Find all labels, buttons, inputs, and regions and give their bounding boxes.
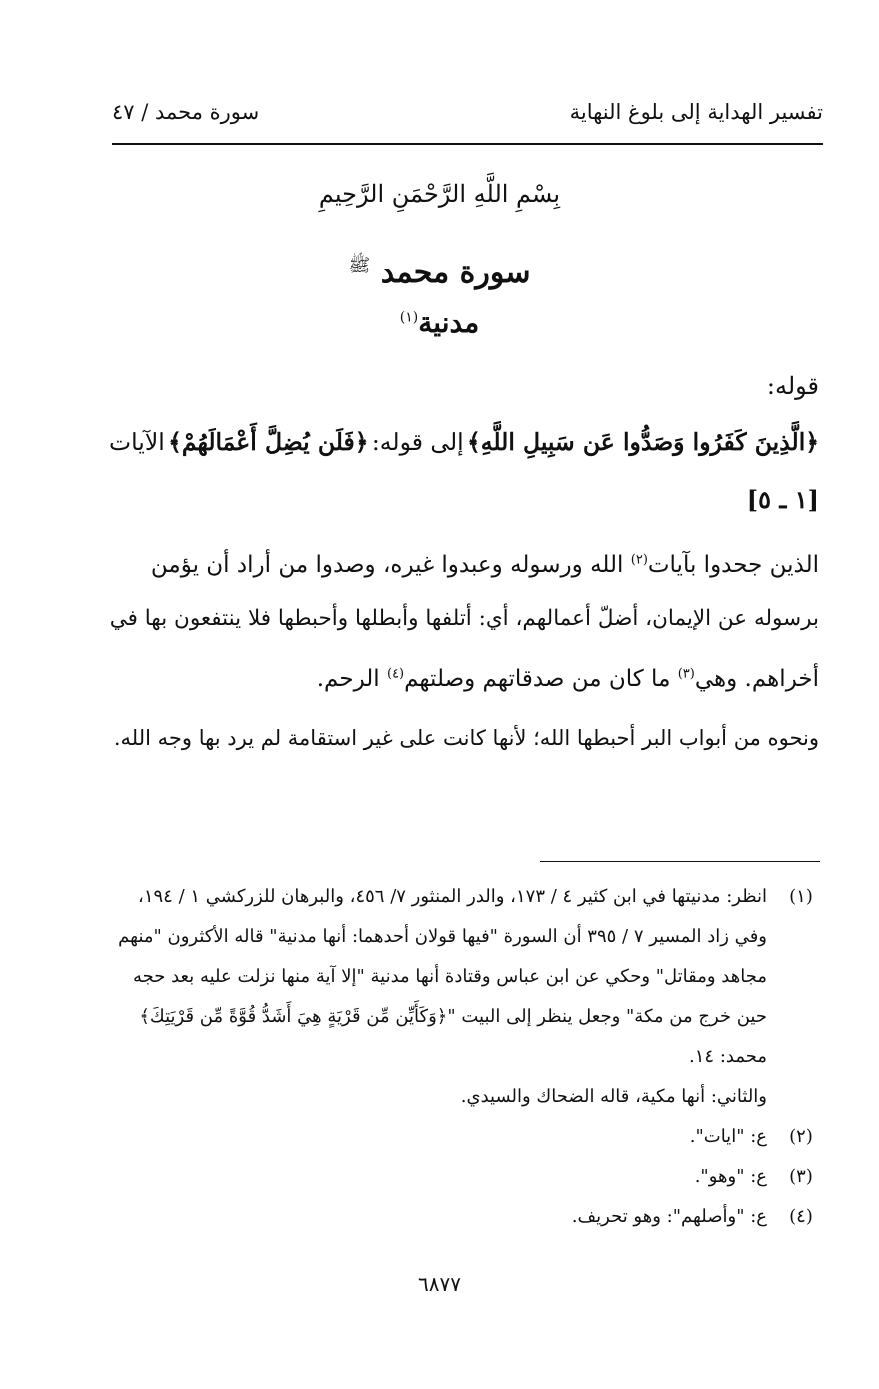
paragraph-text: أخراهم. وهي	[694, 666, 819, 692]
footnote-line: انظر: مدنيتها في ابن كثير ٤ / ١٧٣، والدر المنثور ٧/ ٤٥٦، والبرهان للزركشي ١ / ١٩٤،	[138, 886, 767, 907]
paragraph-line-4: ونحوه من أبواب البر أحبطها الله؛ لأنها كانت على غير استقامة لم يرد بها وجه الله.	[113, 726, 819, 750]
verse-open: ﴿الَّذِينَ كَفَرُوا وَصَدُّوا عَن سَبِيلِ اللَّهِ﴾	[467, 428, 819, 456]
footnote-1-cont	[109, 966, 819, 1006]
surah-subtitle	[0, 306, 879, 339]
page-number: ٦٨٧٧	[418, 1272, 461, 1296]
footnote-line: ع: "ايات".	[689, 1126, 767, 1147]
footnote-line: ع: "وهو".	[694, 1166, 767, 1187]
surah-title-text: سورة محمد	[380, 255, 531, 290]
paragraph-text: الرحم.	[316, 666, 380, 692]
footnote-ref-3: (٣)	[677, 666, 695, 682]
footnote-number: (٢)	[789, 1126, 813, 1147]
verse-close: ﴿فَلَن يُضِلَّ أَعْمَالَهُمْ﴾	[168, 428, 369, 456]
footnote-1-cont	[109, 1086, 819, 1126]
footnote-4	[109, 1206, 819, 1246]
footnote-number: (١)	[789, 886, 813, 907]
verse-range: [١ ـ ٥]	[746, 485, 819, 514]
surah-title	[0, 254, 879, 290]
footnote-number: (٣)	[789, 1166, 813, 1187]
paragraph-line-1	[109, 552, 819, 580]
surah-reference: سورة محمد / ٤٧	[112, 100, 260, 124]
paragraph-line-3	[109, 666, 819, 694]
footnote-1-cont	[109, 1006, 819, 1046]
paragraph-text: الذين جحدوا بآيات	[647, 552, 819, 578]
footnote-line: حين خرج من مكة" وجعل ينظر إلى البيت "﴿وَكَأَيِّن مِّن قَرْيَةٍ هِيَ أَشَدُّ قُوَّةً مِّن قَرْيَتِكَ﴾	[139, 1006, 767, 1027]
footnote-line: والثاني: أنها مكية، قاله الضحاك والسيدي.	[460, 1086, 767, 1107]
footnote-number: (٤)	[789, 1206, 813, 1227]
header-rule	[112, 143, 823, 145]
footnote-line: ع: "وأصلهم": وهو تحريف.	[571, 1206, 767, 1227]
footnote-ref-2: (٢)	[630, 552, 648, 568]
footnote-line: مجاهد ومقاتل" وحكي عن ابن عباس وقتادة أنها مدنية "إلا آية منها نزلت عليه بعد حجه	[132, 966, 767, 987]
footnote-line: محمد: ١٤.	[689, 1046, 767, 1067]
verse-line	[109, 428, 819, 456]
footnote-rule	[540, 861, 820, 862]
basmala: بِسْمِ اللَّهِ الرَّحْمَنِ الرَّحِيمِ	[318, 180, 561, 208]
honorific-mark: ﷺ	[348, 255, 371, 276]
lead-text: قوله:	[766, 372, 819, 400]
verse-mid: إلى قوله:	[371, 428, 464, 456]
footnote-ref-1: (١)	[399, 309, 419, 326]
surah-subtitle-text: مدنية	[418, 306, 480, 339]
footnote-ref-4: (٤)	[386, 666, 405, 682]
footnote-1	[109, 886, 819, 926]
paragraph-text: ما كان من صدقاتهم وصلتهم	[404, 666, 671, 692]
footnote-1-cont	[109, 1046, 819, 1086]
book-title: تفسير الهداية إلى بلوغ النهاية	[569, 100, 823, 124]
footnotes	[109, 886, 819, 1246]
footnote-1-cont	[109, 926, 819, 966]
footnote-2	[109, 1126, 819, 1166]
footnote-line: وفي زاد المسير ٧ / ٣٩٥ أن السورة "فيها قولان أحدهما: أنها مدنية" قاله الأكثرون "منهم	[118, 926, 767, 947]
footnote-3	[109, 1166, 819, 1206]
running-header	[112, 100, 823, 136]
paragraph-line-2: برسوله عن الإيمان، أضلّ أعمالهم، أي: أتلفها وأبطلها وأحبطها فلا ينتفعون بها في	[109, 606, 819, 631]
verse-tail: الآيات	[109, 428, 165, 456]
paragraph-text: الله ورسوله وعبدوا غيره، وصدوا من أراد أن يؤمن	[150, 552, 624, 578]
